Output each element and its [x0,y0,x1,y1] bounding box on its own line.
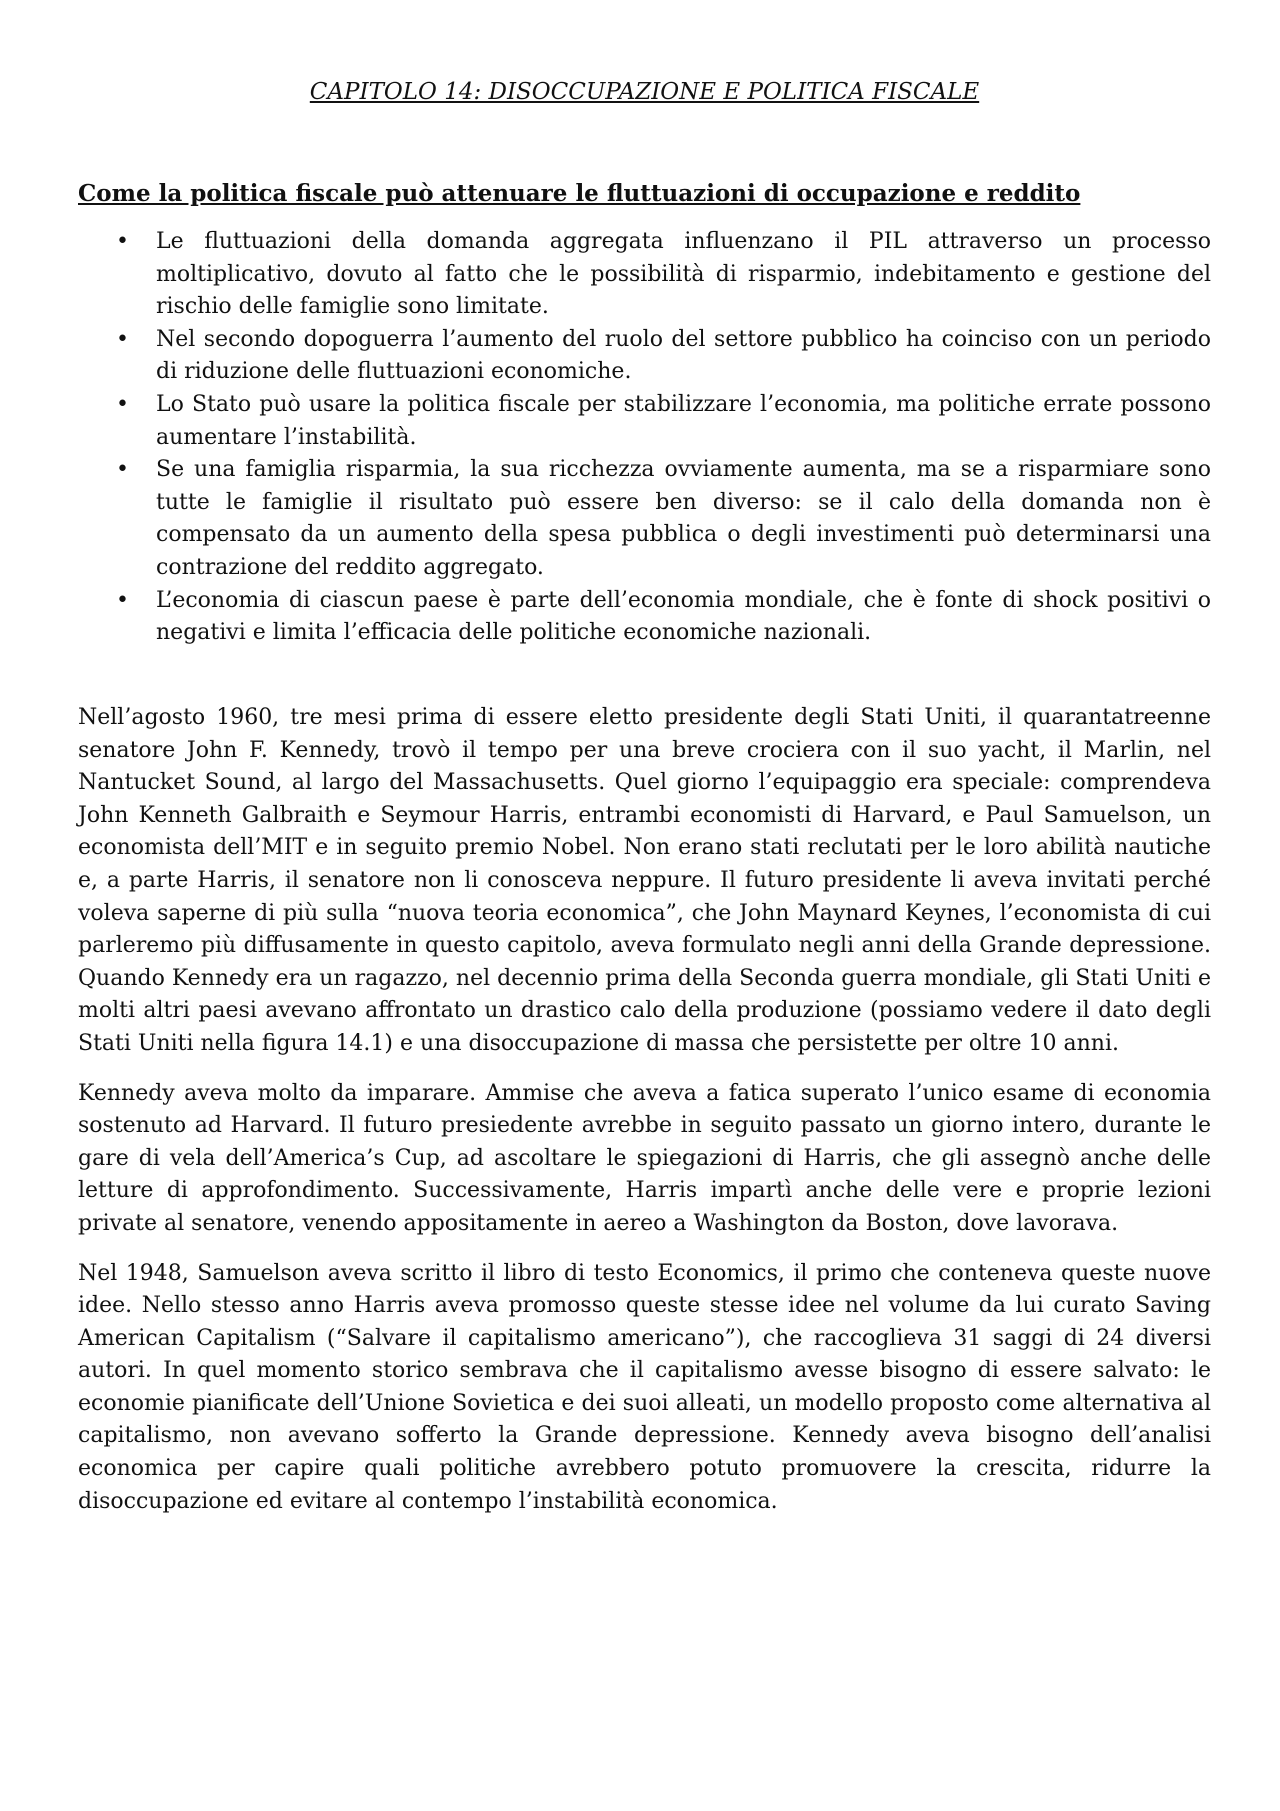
paragraph-kennedy-cruise: Nell’agosto 1960, tre mesi prima di essere eletto presidente degli Stati Uniti, il quarantatreenne senatore John F. Kennedy, trovò il tempo per una breve crociera con il suo yacht, il Marlin, nel Nantucket Sound, al largo del Massachusetts. Quel giorno l’equipaggio era speciale: comprendeva John Kenneth Galbraith e Seymour Harris, entrambi economisti di Harvard, e Paul Samuelson, un economista dell’MIT e in seguito premio Nobel. Non erano stati reclutati per le loro abilità nautiche e, a parte Harris, il senatore non li conosceva neppure. Il futuro presidente li aveva invitati perché voleva saperne di più sulla “nuova teoria economica”, che John Maynard Keynes, l’economista di cui parleremo più diffusamente in questo capitolo, aveva formulato negli anni della Grande depressione. Quando Kennedy era un ragazzo, nel decennio prima della Seconda guerra mondiale, gli Stati Uniti e molti altri paesi avevano affrontato un drastico calo della produzione (possiamo vedere il dato degli Stati Uniti nella figura 14.1) e una disoccupazione di massa che persistette per oltre 10 anni. [78,705,1211,1056]
bullet-text: Le fluttuazioni della domanda aggregata influenzano il PIL attraverso un processo moltiplicativo, dovuto al fatto che le possibilità di risparmio, indebitamento e gestione del rischio delle famiglie sono limitate. [156,229,1211,320]
paragraph-kennedy-learning: Kennedy aveva molto da imparare. Ammise che aveva a fatica superato l’unico esame di economia sostenuto ad Harvard. Il futuro presiedente avrebbe in seguito passato un giorno intero, durante le gare di vela dell’America’s Cup, ad ascoltare le spiegazioni di Harris, che gli assegnò anche delle letture di approfondimento. Successivamente, Harris impartì anche delle vere e proprie lezioni private al senatore, venendo appositamente in aereo a Washington da Boston, dove lavorava. [78,1080,1211,1236]
section-heading: Come la politica fiscale può attenuare le fluttuazioni di occupazione e reddito [78,180,1081,207]
body-text [78,702,1211,1535]
bullet-item [116,226,1211,324]
bullet-item [116,324,1211,389]
summary-bullet-list [78,226,1211,650]
bullet-text: Se una famiglia risparmia, la sua ricchezza ovviamente aumenta, ma se a risparmiare sono tutte le famiglie il risultato può essere ben diverso: se il calo della domanda non è compensato da un aumento della spesa pubblica o degli investimenti può determinarsi una contrazione del reddito aggregato. [156,457,1211,580]
bullet-item [116,585,1211,650]
bullet-icon: • [116,229,129,254]
bullet-item [116,389,1211,454]
bullet-item [116,454,1211,584]
bullet-icon: • [116,457,129,483]
bullet-icon: • [116,326,129,352]
bullet-text: Lo Stato può usare la politica fiscale per stabilizzare l’economia, ma politiche errate possono aumentare l’instabilità. [156,391,1211,450]
bullet-text: Nel secondo dopoguerra l’aumento del ruolo del settore pubblico ha coinciso con un periodo di riduzione delle fluttuazioni economiche. [156,326,1211,385]
bullet-icon: • [116,587,129,613]
chapter-title: CAPITOLO 14: DISOCCUPAZIONE E POLITICA FISCALE [309,79,980,105]
bullet-icon: • [116,391,129,417]
paragraph-samuelson-1948: Nel 1948, Samuelson aveva scritto il libro di testo Economics, il primo che conteneva queste nuove idee. Nello stesso anno Harris aveva promosso queste stesse idee nel volume da lui curato Saving American Capitalism (“Salvare il capitalismo americano”), che raccoglieva 31 saggi di 24 diversi autori. In quel momento storico sembrava che il capitalismo avesse bisogno di essere salvato: le economie pianificate dell’Unione Sovietica e dei suoi alleati, un modello proposto come alternativa al capitalismo, non avevano sofferto la Grande depressione. Kennedy aveva bisogno dell’analisi economica per capire quali politiche avrebbero potuto promuovere la crescita, ridurre la disoccupazione ed evitare al contempo l’instabilità economica. [78,1260,1211,1514]
bullet-text: L’economia di ciascun paese è parte dell’economia mondiale, che è fonte di shock positivi o negativi e limita l’efficacia delle politiche economiche nazionali. [156,587,1211,646]
